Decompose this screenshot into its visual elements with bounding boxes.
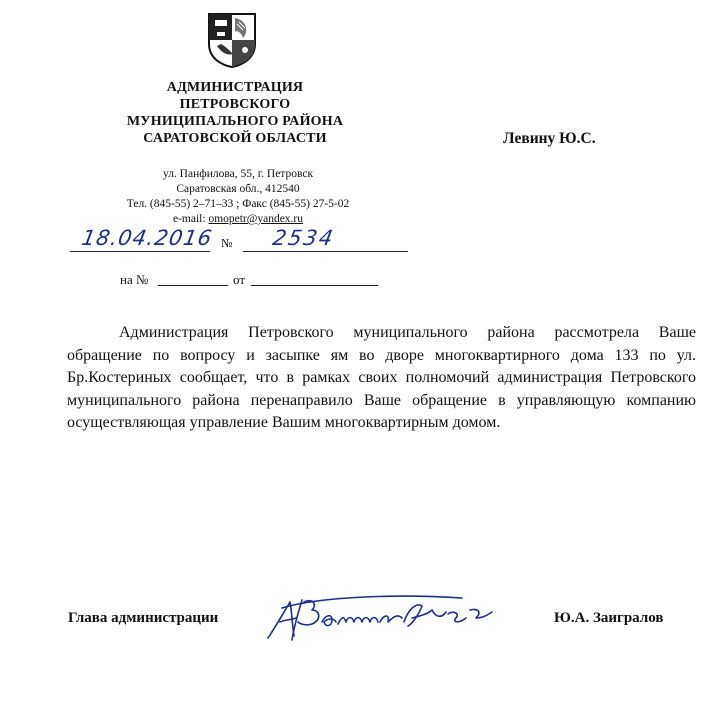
ref-date-blank — [251, 285, 378, 286]
address-street: ул. Панфилова, 55, г. Петровск — [162, 168, 314, 180]
email-line — [105, 212, 371, 227]
reg-date: 18.04.2016 — [79, 226, 215, 250]
ref-date-label: от — [233, 272, 246, 287]
reg-date-field — [70, 226, 215, 252]
reg-number: 2534 — [270, 226, 337, 250]
org-line: МУНИЦИПАЛЬНОГО РАЙОНА — [126, 114, 344, 129]
organization-name — [110, 79, 360, 147]
letter-body: Администрация Петровского муниципального района рассмотрела Ваше обращение по вопросу и засыпке ям во дворе многоквартирного дома 133 по ул. Бр.Костериных сообщает, что в рамках своих полномочий администрация Петровского муниципального района перенаправило Ваше обращение в управляющую компанию осуществляющая управление Вашим многоквартирным домом. — [67, 324, 696, 432]
org-line: АДМИНИСТРАЦИЯ — [166, 80, 304, 95]
number-sign: № — [221, 236, 233, 250]
ref-number-label: на № — [120, 272, 149, 287]
reg-number-field — [243, 226, 408, 252]
signatory-name: Ю.А. Заигралов — [554, 610, 664, 626]
handwritten-signature — [262, 588, 496, 648]
address-region: Саратовская обл., 412540 — [176, 183, 300, 195]
org-line: САРАТОВСКОЙ ОБЛАСТИ — [143, 131, 327, 146]
phone-fax: Тел. (845-55) 2–71–33 ; Факс (845-55) 27-5-02 — [126, 198, 350, 210]
signatory-title: Глава администрации — [68, 610, 219, 626]
email-link[interactable]: omopetr@yandex.ru — [208, 213, 304, 225]
addressee: Левину Ю.С. — [503, 130, 596, 147]
org-address — [105, 167, 371, 227]
coat-of-arms-icon — [207, 12, 257, 68]
ref-number-blank — [158, 285, 228, 286]
org-line: ПЕТРОВСКОГО — [179, 97, 291, 112]
email-label: e-mail: — [172, 213, 206, 225]
